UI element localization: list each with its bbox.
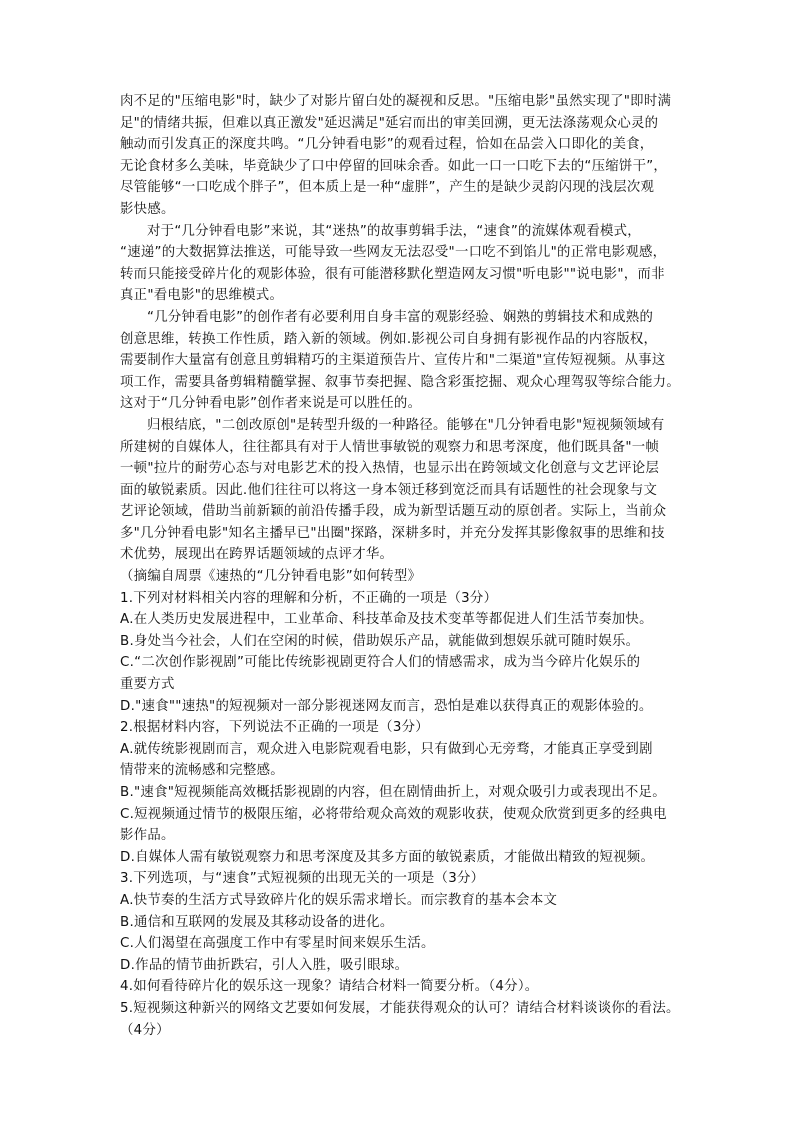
text-line: 影快感。 (120, 201, 175, 217)
text-line: 情带来的流畅感和完整感。 (120, 763, 284, 779)
text-line: A.快节奏的生活方式导致碎片化的娱乐需求增长。而宗教育的基本会本文 (120, 892, 558, 908)
text-line: A.在人类历史发展进程中，工业革命、科技革命及技术变革等都促进人们生活节奏加快。 (120, 612, 653, 628)
text-line: 需要制作大量富有创意且剪辑精巧的主渠道预告片、宣传片和"二渠道"宣传短视频。从事这 (120, 353, 666, 369)
text-line: 3.下列选项，与“速食”式短视频的出现无关的一项是（3分） (120, 871, 485, 887)
text-line: 面的敏锐素质。因此.他们往往可以将这一身本领迁移到宽泛而具有话题性的社会现象与文 (120, 482, 658, 498)
text-line: D."速食""速热"的短视频对一部分影视迷网友而言，恐怕是难以获得真正的观影体验的。 (120, 698, 653, 714)
text-line: 对于“几分钟看电影”来说，其“迷热”的故事剪辑手法，“速食”的流媒体观看模式， (147, 223, 641, 239)
text-line: 影作品。 (120, 828, 175, 844)
text-line: 4.如何看待碎片化的娱乐这一现象？请结合材料一简要分析。（4分）。 (120, 979, 539, 995)
text-line: 艺评论领域，借助当前新颖的前沿传播手段，成为新型话题互动的原创者。实际上，当前众 (120, 504, 667, 520)
text-line: D.自媒体人需有敏锐观察力和思考深度及其多方面的敏锐素质，才能做出精致的短视频。 (120, 849, 655, 865)
text-line: B.通信和互联网的发展及其移动设备的进化。 (120, 914, 394, 930)
text-line: 术优势，展现出在跨界话题领域的点评才华。 (120, 547, 394, 563)
text-line: 重要方式 (120, 677, 175, 693)
text-line: B.身处当今社会，人们在空闲的时候，借助娱乐产品，就能做到想娱乐就可随时娱乐。 (120, 633, 640, 649)
text-line: C.短视频通过情节的极限压缩，必将带给观众高效的观影收获，使观众欣赏到更多的经典电 (120, 806, 667, 822)
text-line: 足"的情绪共振，但难以真正激发"延迟满足"延宕而出的审美回溯，更无法涤荡观众心灵的 (120, 115, 659, 131)
text-line: 归根结底，"二创改原创"是转型升级的一种路径。能够在"几分钟看电影"短视频领域有 (147, 417, 665, 433)
text-line: 1.下列对材料相关内容的理解和分析，不正确的一项是（3分） (120, 590, 498, 606)
text-line: 创意思维，转换工作性质，踏入新的领域。例如.影视公司自身拥有影视作品的内容版权， (120, 331, 658, 347)
text-line: C.“二次创作影视剧”可能比传统影视剧更符合人们的情感需求，成为当今碎片化娱乐的 (120, 655, 641, 671)
text-line: A.就传统影视剧而言，观众进入电影院观看电影，只有做到心无旁骛，才能真正享受到剧 (120, 741, 653, 757)
document-page (120, 91, 680, 1041)
text-line: 转而只能接受碎片化的观影体验，很有可能潜移默化塑造网友习惯"听电影""说电影"，而非 (120, 266, 665, 282)
text-line: “速递”的大数据算法推送，可能导致一些网友无法忍受"一口吃不到馅儿"的正常电影观感， (120, 245, 667, 261)
text-line: 2.根据材料内容，下列说法不正确的一项是（3分） (120, 720, 429, 736)
text-line: 项工作，需要具备剪辑精髓掌握、叙事节奏把握、隐含彩蛋挖掘、观众心理驾驭等综合能力。 (120, 374, 680, 390)
text-line: 多"几分钟看电影"知名主播早已"出圈"探路，深耕多时，并充分发挥其影像叙事的思维和技 (120, 525, 665, 541)
text-line: （4分） (120, 1022, 170, 1038)
text-line: D.作品的情节曲折跌宕，引人入胜，吸引眼球。 (120, 957, 409, 973)
text-line: 无论食材多么美味，毕竟缺少了口中停留的回味余香。如此一口一口吃下去的“压缩饼干”， (120, 158, 668, 174)
text-line: 这对于“几分钟看电影”创作者来说是可以胜任的。 (120, 396, 422, 412)
text-line: 所建树的自媒体人，往往都具有对于人情世事敏锐的观察力和思考深度，他们既具备"一帧 (120, 439, 660, 455)
text-line: 真正"看电影"的思维模式。 (120, 288, 284, 304)
text-line: 5.短视频这种新兴的网络文艺要如何发展，才能获得观众的认可？请结合材料谈谈你的看法。 (120, 1000, 680, 1016)
text-line: C.人们渴望在高强度工作中有零星时间来娱乐生活。 (120, 936, 435, 952)
text-line: 触动而引发真正的深度共鸣。“几分钟看电影”的观看过程，恰如在品尝入口即化的美食， (120, 137, 654, 153)
text-line: 一顿"拉片的耐劳心态与对电影艺术的投入热情，也显示出在跨领域文化创意与文艺评论层 (120, 461, 660, 477)
text-line: “几分钟看电影”的创作者有必要利用自身丰富的观影经验、娴熟的剪辑技术和成熟的 (147, 309, 654, 325)
text-line: B."速食"短视频能高效概括影视剧的内容，但在剧情曲折上，对观众吸引力或表现出不足。 (120, 785, 666, 800)
text-line: （摘编自周票《速热的“几分钟看电影”如何转型》 (120, 569, 422, 585)
text-line: 尽管能够“一口吃成个胖子”，但本质上是一种“虚胖”，产生的是缺少灵韵闪现的浅层次观 (120, 180, 655, 196)
text-line: 肉不足的"压缩电影"时，缺少了对影片留白处的凝视和反思。"压缩电影"虽然实现了"即时满 (120, 94, 672, 109)
